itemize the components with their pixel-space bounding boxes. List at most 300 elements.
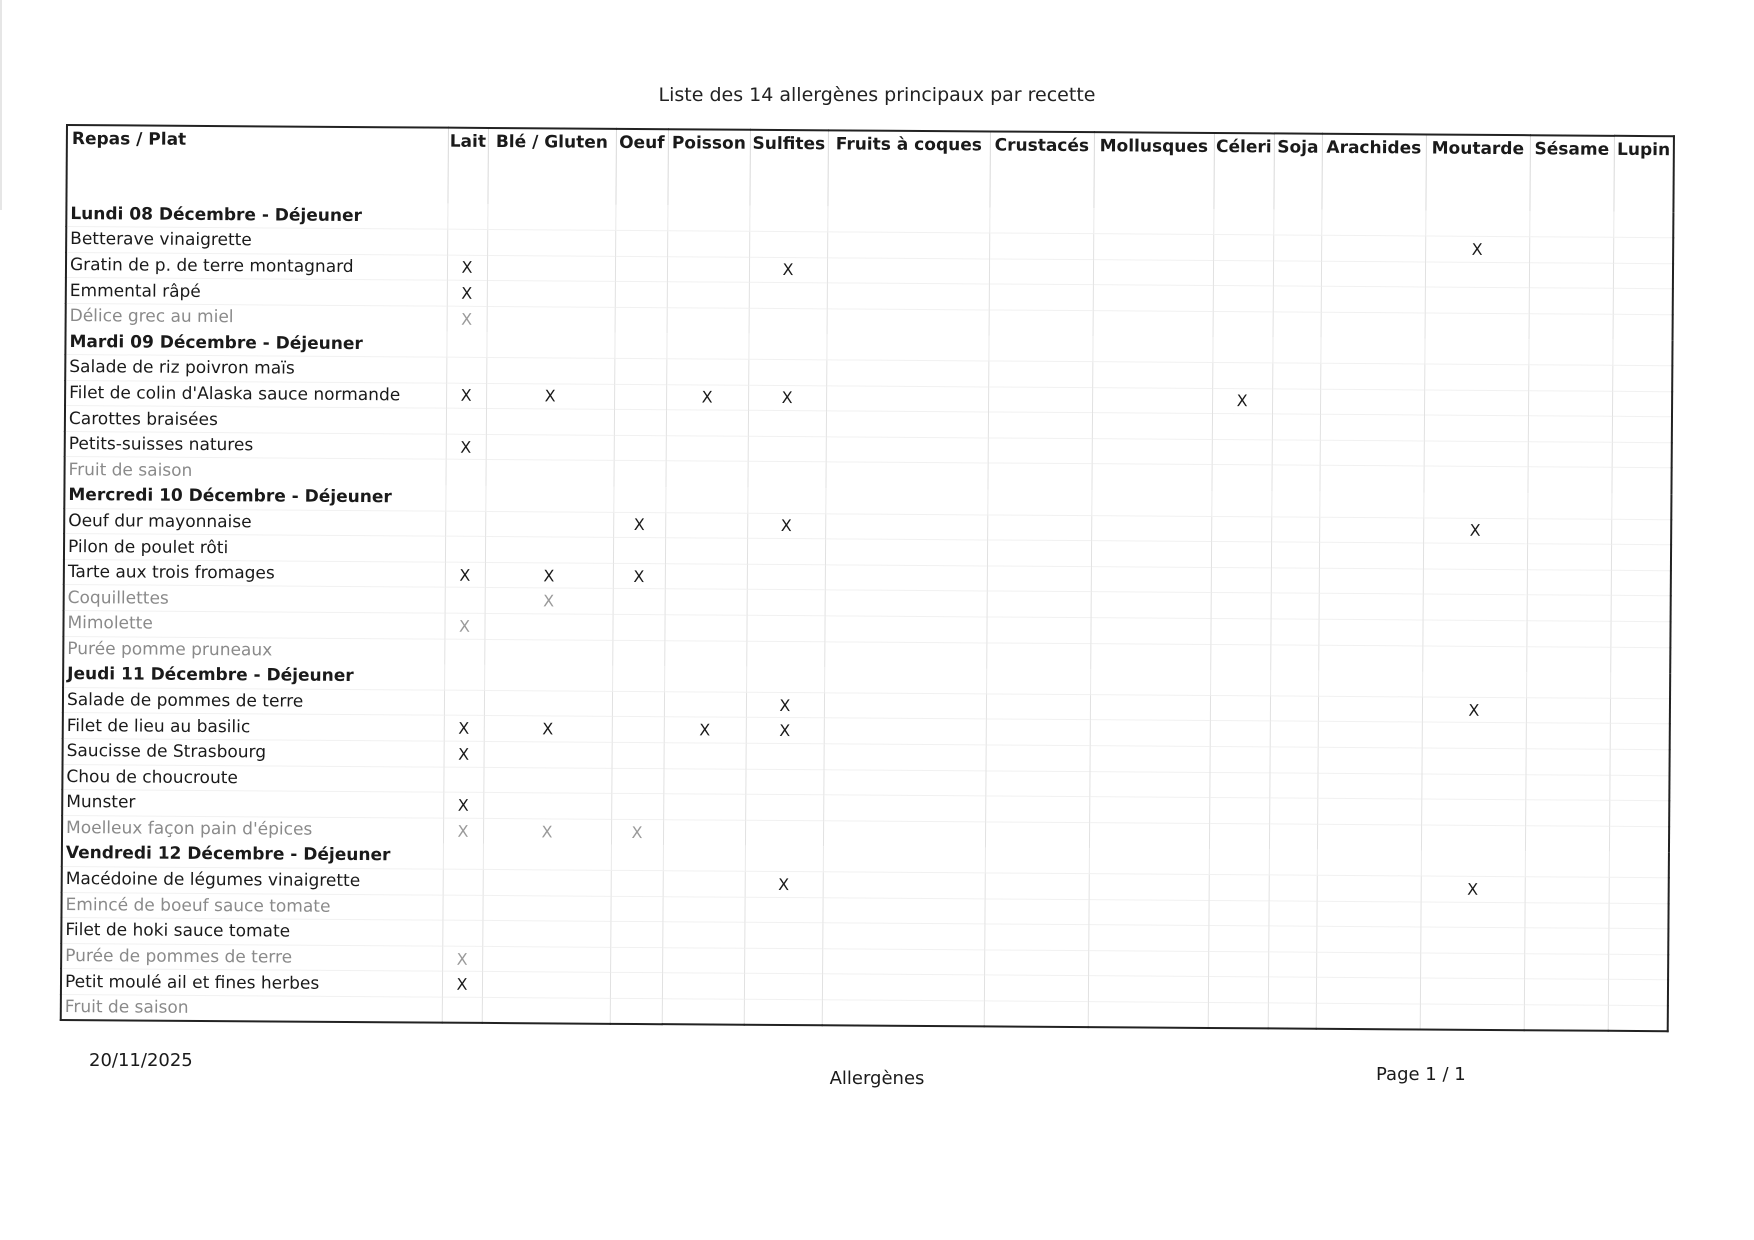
allergen-cell-oeuf	[614, 435, 666, 461]
day-label: Mardi 09 Décembre - Déjeuner	[69, 331, 363, 354]
allergen-cell-sesame	[1524, 979, 1608, 1005]
allergen-cell-poisson	[662, 922, 744, 948]
allergen-cell-crustaces	[985, 847, 1089, 873]
allergen-cell-poisson	[662, 999, 744, 1025]
document-title: Liste des 14 allergènes principaux par recette	[658, 84, 1096, 106]
allergen-cell-arachides	[1319, 517, 1423, 543]
allergen-cell-celeri	[1208, 900, 1268, 926]
dish-name: Mimolette	[63, 610, 444, 638]
allergen-cell-crustaces	[988, 361, 1092, 387]
allergen-cell-lait: X	[445, 562, 485, 588]
dish-name: Petits-suisses natures	[65, 431, 446, 459]
day-label: Vendredi 12 Décembre - Déjeuner	[65, 843, 391, 866]
allergen-cell-lait	[447, 229, 487, 255]
allergen-cell-soja	[1268, 926, 1316, 952]
allergen-cell-poisson	[667, 256, 749, 282]
allergen-cell-fruits	[825, 513, 987, 540]
allergen-cell-soja	[1269, 849, 1317, 875]
allergen-cell-celeri	[1211, 593, 1271, 619]
allergen-cell-lupin	[1609, 852, 1669, 878]
allergen-cell-arachides	[1318, 722, 1422, 748]
allergen-cell-soja	[1271, 465, 1319, 491]
allergen-cell-soja	[1269, 772, 1317, 798]
allergen-cell-moutarde	[1420, 902, 1524, 928]
allergen-cell-celeri	[1210, 695, 1270, 721]
allergen-cell-sulfites	[747, 564, 825, 590]
allergen-cell-crustaces	[986, 668, 1090, 694]
allergen-cell-crustaces	[985, 796, 1089, 822]
allergen-cell-poisson	[664, 640, 746, 666]
allergen-cell-poisson	[665, 461, 747, 487]
allergen-cell-lupin	[1610, 672, 1670, 698]
allergen-cell-ble: X	[485, 562, 613, 588]
dish-name: Munster	[62, 790, 443, 818]
allergen-cell-lupin	[1610, 621, 1670, 647]
allergen-cell-poisson	[662, 896, 744, 922]
dish-name: Purée pomme pruneaux	[63, 636, 444, 664]
allergen-cell-celeri	[1208, 1002, 1268, 1028]
column-header-arachides: Arachides	[1321, 134, 1426, 211]
allergen-cell-moutarde	[1422, 620, 1526, 646]
allergen-cell-sulfites	[746, 615, 824, 641]
allergen-cell-sesame	[1529, 211, 1613, 237]
page-number: Page 1 / 1	[1376, 1064, 1466, 1085]
allergen-cell-moutarde	[1420, 1004, 1524, 1030]
allergen-cell-sulfites: X	[745, 871, 823, 897]
allergen-cell-celeri	[1210, 644, 1270, 670]
allergen-cell-crustaces	[985, 873, 1089, 899]
allergen-cell-sulfites	[746, 666, 824, 692]
allergen-cell-lupin	[1612, 442, 1672, 468]
allergen-cell-fruits	[822, 974, 984, 1001]
allergen-cell-sulfites	[747, 538, 825, 564]
allergen-cell-soja	[1268, 952, 1316, 978]
allergen-cell-fruits	[824, 667, 986, 694]
allergen-cell-arachides	[1318, 645, 1422, 671]
allergen-cell-poisson	[666, 359, 748, 385]
allergen-cell-celeri	[1209, 772, 1269, 798]
allergen-cell-lupin	[1611, 545, 1671, 571]
allergen-table-container	[60, 124, 1672, 1045]
allergen-cell-sulfites	[745, 769, 823, 795]
allergen-cell-lupin	[1613, 237, 1673, 263]
allergen-cell-lupin	[1613, 289, 1673, 315]
allergen-cell-sesame	[1529, 262, 1613, 288]
dish-name: Coquillettes	[64, 585, 445, 613]
allergen-cell-crustaces	[988, 335, 1092, 361]
allergen-cell-soja	[1271, 542, 1319, 568]
allergen-cell-celeri	[1211, 491, 1271, 517]
allergen-cell-sulfites	[745, 820, 823, 846]
allergen-cell-ble	[482, 921, 610, 947]
allergen-cell-lupin	[1611, 570, 1671, 596]
allergen-cell-mollusques	[1088, 950, 1208, 976]
allergen-cell-celeri	[1212, 363, 1272, 389]
allergen-cell-sesame	[1525, 851, 1609, 877]
allergen-cell-crustaces	[989, 310, 1093, 336]
dish-name: Chou de choucroute	[62, 764, 443, 792]
allergen-cell-crustaces	[986, 745, 1090, 771]
allergen-cell-poisson	[667, 308, 749, 334]
allergen-cell-oeuf	[613, 589, 665, 615]
allergen-cell-crustaces	[989, 233, 1093, 259]
allergen-cell-soja	[1270, 721, 1318, 747]
allergen-cell-fruits	[825, 462, 987, 489]
allergen-cell-ble	[485, 537, 613, 563]
allergen-cell-poisson	[662, 947, 744, 973]
allergen-cell-sesame	[1529, 288, 1613, 314]
allergen-cell-moutarde	[1424, 390, 1528, 416]
allergen-cell-ble	[484, 690, 612, 716]
allergen-cell-arachides	[1318, 747, 1422, 773]
allergen-cell-ble: X	[484, 716, 612, 742]
allergen-cell-fruits	[827, 232, 989, 259]
allergen-cell-moutarde	[1425, 313, 1529, 339]
allergen-cell-crustaces	[985, 770, 1089, 796]
dish-name: Salade de pommes de terre	[63, 687, 444, 715]
allergen-cell-lupin	[1613, 314, 1673, 340]
dish-name: Pilon de poulet rôti	[64, 534, 445, 562]
allergen-cell-arachides	[1320, 415, 1424, 441]
allergen-cell-celeri	[1209, 849, 1269, 875]
allergen-cell-mollusques	[1090, 746, 1210, 772]
dish-name: Gratin de p. de terre montagnard	[66, 252, 447, 280]
allergen-cell-fruits	[825, 590, 987, 617]
allergen-cell-oeuf	[612, 640, 664, 666]
allergen-cell-sesame	[1528, 390, 1612, 416]
allergen-cell-sulfites	[745, 794, 823, 820]
allergen-cell-oeuf	[615, 205, 667, 231]
allergen-cell-crustaces	[984, 950, 1088, 976]
allergen-cell-oeuf	[612, 717, 664, 743]
allergen-cell-lupin	[1608, 928, 1668, 954]
allergen-cell-sulfites	[744, 974, 822, 1000]
allergen-cell-fruits	[824, 744, 986, 771]
allergen-cell-poisson	[666, 436, 748, 462]
allergen-cell-oeuf: X	[613, 563, 665, 589]
allergen-cell-sesame	[1527, 544, 1611, 570]
dish-name: Filet de hoki sauce tomate	[61, 918, 442, 946]
table-body	[61, 201, 1674, 1031]
allergen-cell-sesame	[1524, 902, 1608, 928]
allergen-cell-fruits	[827, 206, 989, 233]
allergen-cell-crustaces	[986, 719, 1090, 745]
allergen-cell-celeri	[1209, 874, 1269, 900]
allergen-cell-arachides	[1316, 1003, 1420, 1029]
allergen-cell-arachides	[1318, 670, 1422, 696]
allergen-cell-lait	[444, 690, 484, 716]
allergen-cell-ble	[486, 434, 614, 460]
allergen-cell-arachides	[1317, 798, 1421, 824]
allergen-cell-lupin	[1608, 954, 1668, 980]
allergen-cell-sulfites	[745, 846, 823, 872]
allergen-cell-sulfites: X	[748, 385, 826, 411]
allergen-cell-celeri	[1208, 951, 1268, 977]
allergen-cell-crustaces	[986, 617, 1090, 643]
allergen-cell-mollusques	[1091, 464, 1211, 490]
allergen-cell-arachides	[1316, 952, 1420, 978]
allergen-cell-mollusques	[1089, 874, 1209, 900]
allergen-cell-lait: X	[446, 383, 486, 409]
allergen-cell-moutarde	[1424, 338, 1528, 364]
allergen-cell-lait	[444, 664, 484, 690]
dish-name: Tarte aux trois fromages	[64, 559, 445, 587]
dish-name: Moelleux façon pain d'épices	[62, 815, 443, 843]
allergen-cell-fruits	[822, 897, 984, 924]
allergen-cell-sulfites	[748, 436, 826, 462]
allergen-cell-ble	[484, 665, 612, 691]
allergen-cell-ble	[485, 460, 613, 486]
allergen-cell-soja	[1269, 824, 1317, 850]
allergen-cell-lupin	[1611, 596, 1671, 622]
allergen-cell-crustaces	[985, 822, 1089, 848]
allergen-cell-sesame	[1526, 723, 1610, 749]
allergen-cell-lupin	[1613, 212, 1673, 238]
allergen-cell-moutarde	[1423, 569, 1527, 595]
allergen-cell-crustaces	[987, 591, 1091, 617]
allergen-cell-ble	[483, 844, 611, 870]
allergen-cell-poisson	[667, 282, 749, 308]
allergen-cell-moutarde	[1423, 466, 1527, 492]
allergen-cell-ble	[482, 946, 610, 972]
allergen-cell-soja	[1273, 209, 1321, 235]
allergen-cell-fruits	[824, 718, 986, 745]
allergen-cell-moutarde: X	[1421, 876, 1525, 902]
allergen-cell-sulfites: X	[746, 718, 824, 744]
allergen-cell-crustaces	[987, 463, 1091, 489]
allergen-cell-poisson	[664, 691, 746, 717]
allergen-cell-fruits	[826, 411, 988, 438]
allergen-cell-oeuf	[611, 870, 663, 896]
allergen-cell-poisson: X	[664, 717, 746, 743]
allergen-cell-celeri	[1212, 337, 1272, 363]
column-header-oeuf: Oeuf	[615, 129, 668, 205]
column-header-dish: Repas / Plat	[71, 129, 187, 150]
allergen-cell-lait: X	[443, 818, 483, 844]
allergen-cell-oeuf	[611, 845, 663, 871]
allergen-cell-crustaces	[986, 643, 1090, 669]
allergen-cell-poisson	[663, 819, 745, 845]
allergen-cell-oeuf	[614, 410, 666, 436]
allergen-cell-mollusques	[1092, 362, 1212, 388]
allergen-cell-sesame	[1525, 749, 1609, 775]
allergen-cell-sulfites	[746, 641, 824, 667]
allergen-cell-mollusques	[1089, 797, 1209, 823]
day-label: Lundi 08 Décembre - Déjeuner	[70, 203, 363, 226]
allergen-cell-soja	[1272, 414, 1320, 440]
allergen-cell-soja	[1271, 491, 1319, 517]
allergen-cell-moutarde	[1422, 671, 1526, 697]
allergen-cell-sulfites	[744, 948, 822, 974]
allergen-cell-poisson	[665, 512, 747, 538]
allergen-cell-arachides	[1317, 824, 1421, 850]
column-header-fruits-a-coques: Fruits à coques	[827, 130, 990, 207]
allergen-cell-oeuf	[614, 358, 666, 384]
allergen-cell-moutarde	[1421, 799, 1525, 825]
dish-name: Purée de pommes de terre	[61, 943, 442, 971]
allergen-cell-poisson	[665, 564, 747, 590]
dish-name: Délice grec au miel	[66, 303, 447, 331]
allergen-cell-poisson	[662, 973, 744, 999]
allergen-cell-oeuf	[610, 896, 662, 922]
allergen-cell-sulfites	[749, 231, 827, 257]
allergen-cell-lait	[447, 204, 487, 230]
allergen-cell-mollusques	[1089, 848, 1209, 874]
allergen-cell-celeri	[1212, 439, 1272, 465]
allergen-cell-arachides	[1321, 312, 1425, 338]
allergen-cell-fruits	[823, 769, 985, 796]
dish-name: Macédoine de légumes vinaigrette	[62, 866, 443, 894]
allergen-cell-oeuf	[613, 486, 665, 512]
allergen-cell-ble	[486, 358, 614, 384]
allergen-cell-arachides	[1316, 901, 1420, 927]
allergen-cell-moutarde	[1421, 850, 1525, 876]
allergen-cell-poisson	[663, 768, 745, 794]
allergen-cell-ble: X	[485, 588, 613, 614]
allergen-cell-moutarde	[1425, 210, 1529, 236]
allergen-cell-mollusques	[1092, 387, 1212, 413]
allergen-cell-lait: X	[447, 280, 487, 306]
allergen-cell-sesame	[1529, 237, 1613, 263]
allergen-cell-ble	[487, 230, 615, 256]
allergen-cell-fruits	[826, 385, 988, 412]
allergen-cell-poisson	[667, 231, 749, 257]
allergen-cell-celeri	[1210, 670, 1270, 696]
allergen-cell-crustaces	[984, 924, 1088, 950]
allergen-cell-lupin	[1611, 468, 1671, 494]
allergen-cell-sesame	[1525, 774, 1609, 800]
allergen-cell-mollusques	[1091, 515, 1211, 541]
allergen-cell-poisson	[665, 538, 747, 564]
allergen-cell-soja	[1270, 645, 1318, 671]
allergen-cell-arachides	[1319, 594, 1423, 620]
allergen-cell-crustaces	[987, 566, 1091, 592]
allergen-cell-fruits	[825, 539, 987, 566]
allergen-cell-lait	[445, 536, 485, 562]
allergen-cell-moutarde	[1425, 262, 1529, 288]
allergen-cell-ble	[485, 485, 613, 511]
allergen-cell-lupin	[1613, 263, 1673, 289]
allergen-cell-lupin	[1610, 724, 1670, 750]
allergen-table	[60, 124, 1675, 1032]
day-label: Mercredi 10 Décembre - Déjeuner	[68, 485, 392, 508]
allergen-cell-soja	[1268, 1003, 1316, 1029]
allergen-cell-moutarde	[1423, 543, 1527, 569]
allergen-cell-moutarde: X	[1425, 236, 1529, 262]
allergen-cell-fruits	[822, 949, 984, 976]
column-header-moutarde: Moutarde	[1425, 134, 1530, 211]
allergen-cell-crustaces	[988, 438, 1092, 464]
allergen-cell-fruits	[827, 309, 989, 336]
allergen-cell-moutarde: X	[1422, 697, 1526, 723]
allergen-cell-fruits	[826, 334, 988, 361]
allergen-cell-lupin	[1612, 391, 1672, 417]
allergen-cell-lait: X	[442, 971, 482, 997]
allergen-cell-mollusques	[1092, 336, 1212, 362]
allergen-cell-celeri	[1213, 235, 1273, 261]
allergen-cell-mollusques	[1093, 285, 1213, 311]
dish-name: Petit moulé ail et fines herbes	[61, 969, 442, 997]
allergen-cell-ble	[483, 793, 611, 819]
allergen-cell-crustaces	[989, 284, 1093, 310]
allergen-cell-celeri	[1209, 823, 1269, 849]
column-header-celeri: Céleri	[1213, 133, 1274, 209]
allergen-cell-oeuf	[615, 256, 667, 282]
allergen-cell-lait	[446, 357, 486, 383]
allergen-cell-sesame	[1525, 800, 1609, 826]
allergen-cell-moutarde	[1422, 646, 1526, 672]
allergen-cell-lait	[444, 639, 484, 665]
allergen-cell-ble	[484, 741, 612, 767]
allergen-cell-sulfites	[744, 999, 822, 1025]
allergen-cell-poisson	[663, 845, 745, 871]
allergen-cell-fruits	[824, 641, 986, 668]
allergen-cell-soja	[1270, 696, 1318, 722]
allergen-cell-lupin	[1611, 493, 1671, 519]
allergen-cell-arachides	[1319, 491, 1423, 517]
allergen-cell-lait	[445, 588, 485, 614]
allergen-cell-lupin	[1609, 877, 1669, 903]
allergen-cell-celeri	[1208, 926, 1268, 952]
allergen-cell-lait	[445, 511, 485, 537]
allergen-cell-arachides	[1316, 926, 1420, 952]
allergen-cell-sulfites	[747, 462, 825, 488]
allergen-cell-poisson	[663, 871, 745, 897]
allergen-cell-mollusques	[1091, 566, 1211, 592]
allergen-cell-soja	[1272, 337, 1320, 363]
allergen-cell-sesame	[1528, 339, 1612, 365]
allergen-cell-ble	[482, 972, 610, 998]
footer-title: Allergènes	[829, 1068, 925, 1089]
allergen-cell-sesame	[1525, 877, 1609, 903]
allergen-cell-oeuf	[613, 538, 665, 564]
allergen-cell-soja	[1270, 670, 1318, 696]
allergen-cell-ble	[482, 997, 610, 1023]
allergen-cell-mollusques	[1088, 1002, 1208, 1028]
allergen-cell-lupin	[1612, 417, 1672, 443]
table-header-row	[66, 125, 1673, 212]
allergen-cell-sulfites	[748, 359, 826, 385]
allergen-cell-mollusques	[1090, 720, 1210, 746]
dish-name: Saucisse de Strasbourg	[63, 738, 444, 766]
allergen-cell-lait: X	[442, 946, 482, 972]
allergen-cell-crustaces	[984, 898, 1088, 924]
allergen-cell-sulfites	[748, 411, 826, 437]
allergen-cell-lait	[446, 332, 486, 358]
allergen-cell-celeri	[1213, 311, 1273, 337]
allergen-cell-soja	[1273, 261, 1321, 287]
allergen-cell-celeri	[1210, 746, 1270, 772]
allergen-cell-crustaces	[984, 1001, 1088, 1027]
allergen-cell-lait: X	[446, 434, 486, 460]
allergen-cell-lait: X	[444, 716, 484, 742]
allergen-cell-fruits	[822, 1000, 984, 1027]
allergen-cell-sesame	[1526, 646, 1610, 672]
allergen-cell-oeuf	[615, 307, 667, 333]
allergen-cell-lupin	[1609, 826, 1669, 852]
allergen-cell-sesame	[1528, 365, 1612, 391]
allergen-cell-sesame	[1528, 416, 1612, 442]
allergen-cell-moutarde	[1420, 953, 1524, 979]
dish-name: Fruit de saison	[64, 457, 445, 485]
allergen-cell-arachides	[1319, 568, 1423, 594]
allergen-cell-fruits	[824, 693, 986, 720]
allergen-cell-moutarde	[1425, 287, 1529, 313]
allergen-cell-fruits	[825, 565, 987, 592]
allergen-cell-moutarde	[1421, 825, 1525, 851]
allergen-cell-mollusques	[1092, 413, 1212, 439]
allergen-cell-soja	[1270, 747, 1318, 773]
